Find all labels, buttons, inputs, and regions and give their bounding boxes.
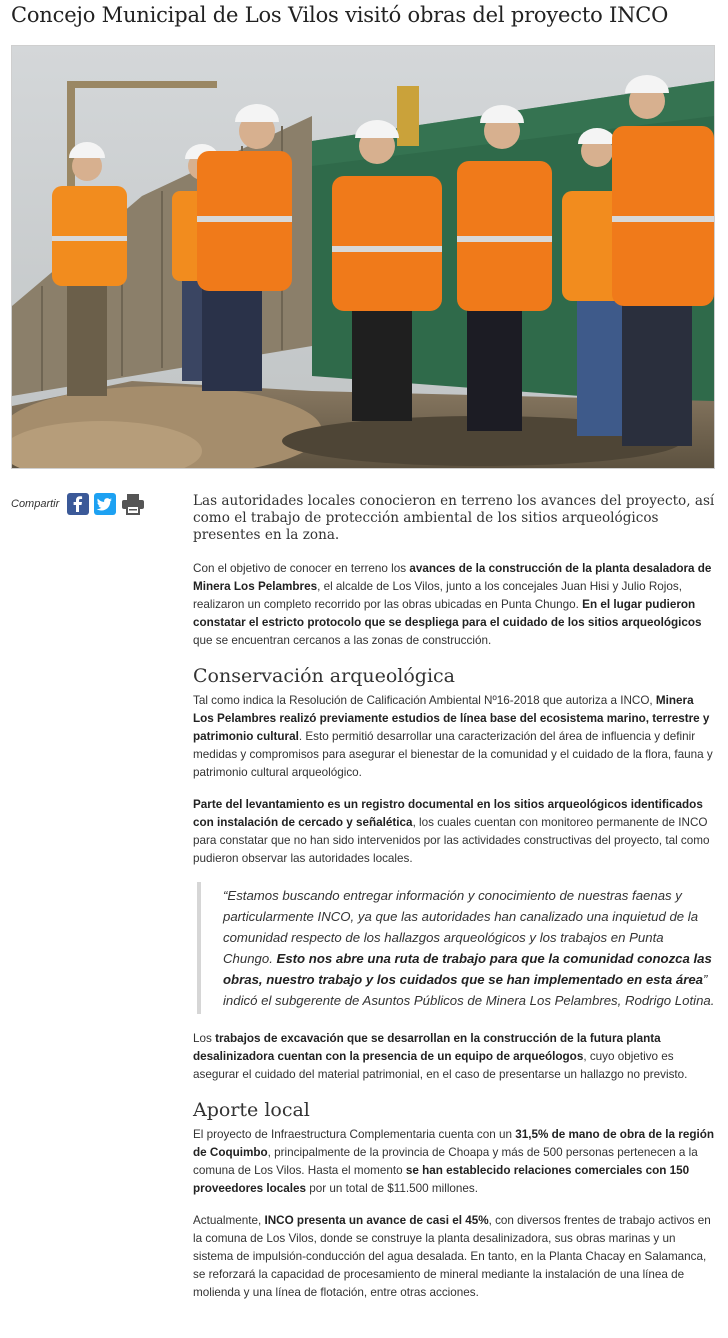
facebook-icon[interactable] [67, 493, 89, 515]
paragraph: El proyecto de Infraestructura Complementaria cuenta con un 31,5% de mano de obra de la región de Coquimbo, principalmente de la provincia de Choapa y más de 500 personas pertenecen a la comuna de Los Vilos. Hasta el momento se han establecido relaciones comerciales con 150 proveedores locales por un total de $11.500 millones. [193, 1128, 714, 1195]
share-bar [11, 493, 148, 515]
paragraph: Los trabajos de excavación que se desarrollan en la construcción de la futura planta desalinizadora cuentan con la presencia de un equipo de arqueólogos, cuyo objetivo es asegurar el cuidado del material patrimonial, en el caso de presentarse un hallazgo no previsto. [193, 1032, 688, 1081]
paragraph: Parte del levantamiento es un registro documental en los sitios arqueológicos identificados con instalación de cercado y señalética, los cuales cuentan con monitoreo permanente de INCO para constatar que no han sido intervenidos por las actividades constructivas del proyecto, tal como pudieron observar las autoridades locales. [193, 798, 710, 865]
twitter-icon[interactable] [94, 493, 116, 515]
share-label: Compartir [11, 498, 60, 510]
article-lead: Las autoridades locales conocieron en terreno los avances del proyecto, así como el trabajo de protección ambiental de los sitios arqueológicos presentes en la zona. [193, 493, 715, 543]
article-title: Concejo Municipal de Los Vilos visitó obras del proyecto INCO [11, 3, 669, 27]
section-heading: Conservación arqueológica [193, 665, 456, 687]
hero-image [11, 45, 715, 469]
paragraph: Con el objetivo de conocer en terreno los avances de la construcción de la planta desaladora de Minera Los Pelambres, el alcalde de Los Vilos, junto a los concejales Juan Hisi y Julio Rojos, realizaron un completo recorrido por las obras ubicadas en Punta Chungo. En el lugar pudieron constatar el estricto protocolo que se despliega para el cuidado de los sitios arqueológicos que se encuentran cercanos a las zonas de construcción. [193, 562, 712, 647]
paragraph: Actualmente, INCO presenta un avance de casi el 45%, con diversos frentes de trabajo activos en la comuna de Los Vilos, donde se construye la planta desalinizadora, sus obras marinas y un sistema de impulsión-conducción del agua desalada. En tanto, en la Planta Chacay en Salamanca, se reforzará la capacidad de procesamiento de mineral mediante la instalación de una línea de molienda y una línea de flotación, entre otras acciones. [193, 1214, 711, 1299]
blockquote: “Estamos buscando entregar información y conocimiento de nuestras faenas y particularmente INCO, ya que las autoridades han canalizado una inquietud de la comunidad respecto de los hallazgos arqueológicos y los trabajos en Punta Chungo. Esto nos abre una ruta de trabajo para que la comunidad conozca las obras, nuestro trabajo y los cuidados que se han implementado en esta área” indicó el subgerente de Asuntos Públicos de Minera Los Pelambres, Rodrigo Lotina. [197, 882, 717, 1014]
print-icon[interactable] [121, 493, 143, 515]
article-body [193, 493, 717, 1316]
paragraph: Tal como indica la Resolución de Calificación Ambiental Nº16-2018 que autoriza a INCO, Minera Los Pelambres realizó previamente estudios de línea base del ecosistema marino, terrestre y patrimonio cultural. Esto permitió desarrollar una caracterización del área de influencia y definir medidas y compromisos para asegurar el bienestar de la comunidad y el cuidado de la flora, fauna y patrimonio cultural arqueológico. [193, 694, 713, 779]
photo-workers-in-safety-vests [12, 46, 714, 468]
section-heading: Aporte local [193, 1099, 310, 1121]
